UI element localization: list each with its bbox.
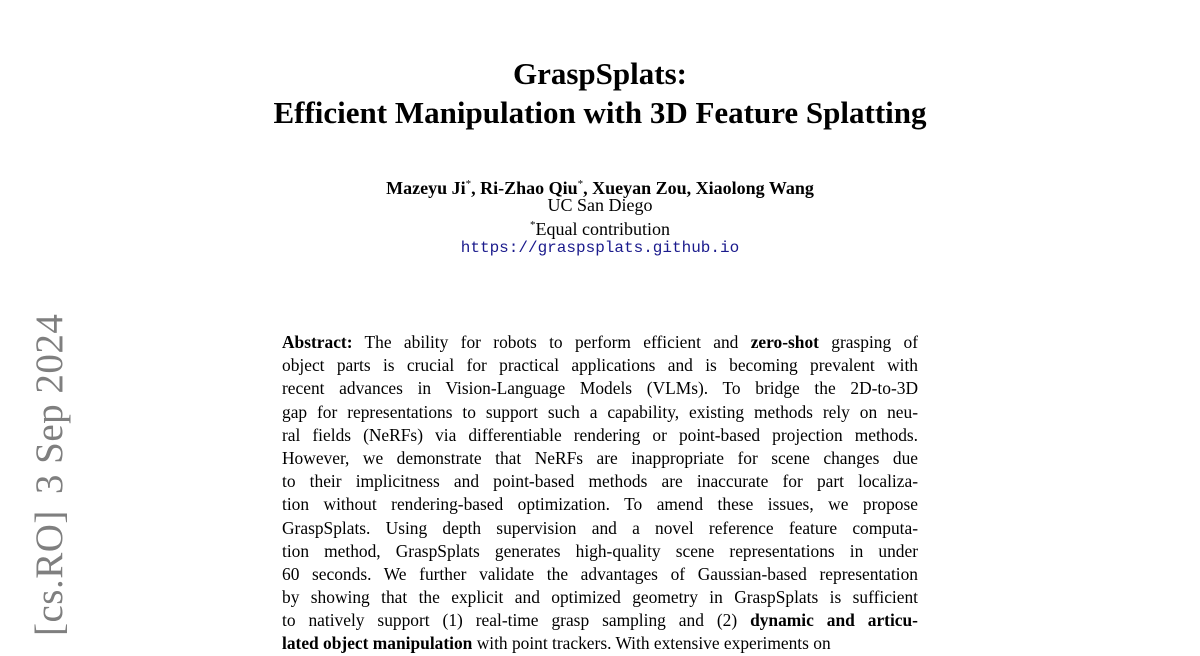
abstract-line [282, 331, 918, 354]
abstract-line [282, 493, 918, 516]
arxiv-category: [cs.RO] [28, 510, 71, 636]
project-url-link[interactable]: https://graspsplats.github.io [460, 239, 740, 257]
arxiv-stamp [30, 314, 70, 636]
abstract-line [282, 540, 918, 563]
abstract-line [282, 354, 918, 377]
abstract-label: Abstract: [282, 332, 353, 352]
abstract-line [282, 377, 918, 400]
abstract-emphasis: lated object manipulation [282, 633, 473, 654]
abstract-text: tion method, GraspSplats generates high-quality scene representations in under [282, 540, 918, 561]
abstract-line [282, 470, 918, 493]
equal-contribution-mark: * [465, 178, 472, 190]
paper-title-line-2: Efficient Manipulation with 3D Feature Splatting [273, 95, 927, 130]
author-separator: , [471, 178, 481, 198]
abstract [282, 331, 918, 656]
abstract-text: object parts is crucial for practical applications and is becoming prevalent with [282, 355, 918, 376]
abstract-text: recent advances in Vision-Language Models (VLMs). To bridge the 2D-to-3D [282, 378, 918, 399]
paper-title-line-1: GraspSplats: [513, 56, 687, 91]
abstract-text: GraspSplats. Using depth supervision and a novel reference feature computa- [282, 517, 918, 538]
abstract-text: with point trackers. With extensive experiments on [472, 633, 831, 654]
abstract-text: gap for representations to support such a capability, existing methods rely on neu- [282, 401, 918, 422]
abstract-text: 60 seconds. We further validate the advantages of Gaussian-based representation [282, 563, 918, 584]
abstract-line [282, 586, 918, 609]
abstract-text: The ability for robots to perform efficient and [352, 332, 751, 352]
contribution-text: Equal contribution [535, 219, 670, 239]
abstract-line [282, 563, 918, 586]
arxiv-date: 3 Sep 2024 [28, 313, 71, 495]
equal-contribution-mark: * [530, 219, 536, 231]
abstract-line [282, 609, 918, 632]
abstract-text: tion without rendering-based optimization. To amend these issues, we propose [282, 494, 918, 515]
abstract-line [282, 517, 918, 540]
author-names-rest: , Xueyan Zou, Xiaolong Wang [583, 178, 814, 198]
author-name: Mazeyu Ji [386, 178, 466, 198]
affiliation: UC San Diego [547, 195, 653, 215]
abstract-emphasis: zero-shot [750, 332, 819, 352]
abstract-text: to natively support (1) real-time grasp sampling and (2) [282, 610, 751, 631]
abstract-text: to their implicitness and point-based methods are inaccurate for part localiza- [282, 471, 918, 492]
equal-contribution-mark: * [577, 178, 584, 190]
abstract-line [282, 401, 918, 424]
abstract-line [282, 632, 918, 655]
abstract-line [282, 424, 918, 447]
abstract-text: However, we demonstrate that NeRFs are inappropriate for scene changes due [282, 447, 918, 468]
author-name: Ri-Zhao Qiu [480, 178, 578, 198]
contribution-note [0, 215, 1200, 240]
abstract-text: by showing that the explicit and optimized geometry in GraspSplats is sufficient [282, 587, 918, 608]
abstract-emphasis: dynamic and articu- [750, 610, 918, 631]
abstract-line [282, 447, 918, 470]
abstract-text: grasping of [818, 332, 918, 352]
abstract-text: ral fields (NeRFs) via differentiable rendering or point-based projection methods. [282, 424, 918, 445]
